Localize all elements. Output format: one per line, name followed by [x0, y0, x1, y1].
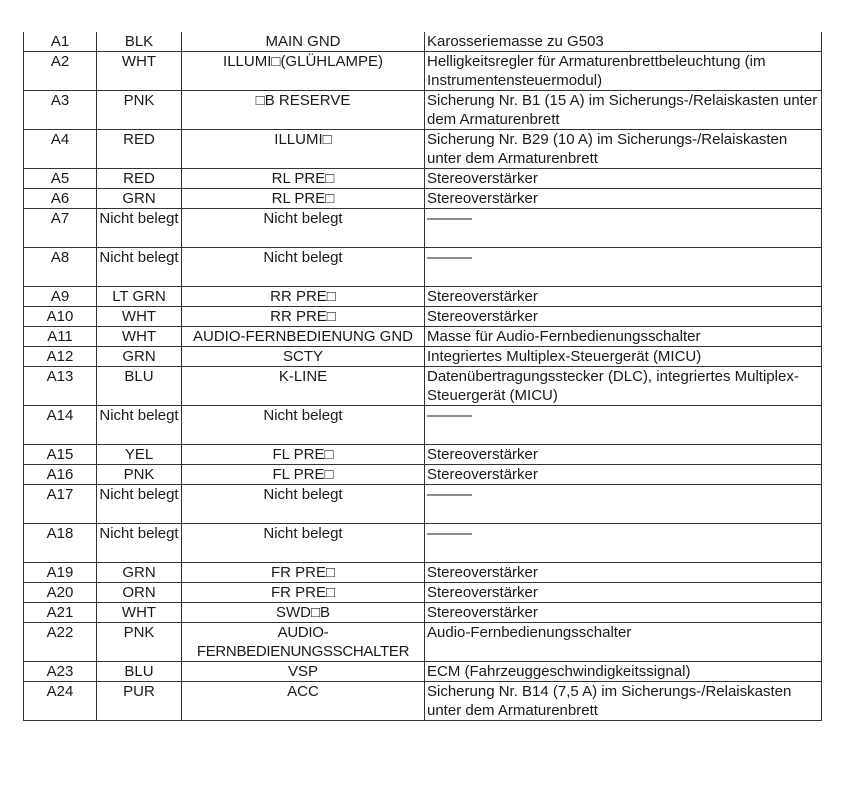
- wire-color-cell: BLU: [97, 662, 182, 682]
- signal-cell: ILLUMI□(GLÜHLAMPE): [182, 52, 425, 91]
- table-row: [24, 169, 822, 189]
- description-cell: ECM (Fahrzeuggeschwindigkeitssignal): [425, 662, 822, 682]
- pin-cell: A8: [24, 248, 97, 287]
- wire-color-cell: LT GRN: [97, 287, 182, 307]
- wire-color-cell: Nicht belegt: [97, 524, 182, 563]
- signal-cell: FR PRE□: [182, 583, 425, 603]
- table-row: [24, 603, 822, 623]
- wire-color-cell: RED: [97, 169, 182, 189]
- description-cell: Datenübertragungsstecker (DLC), integriertes Multiplex-Steuergerät (MICU): [425, 367, 822, 406]
- description-cell: ———: [425, 524, 822, 563]
- description-cell: Stereoverstärker: [425, 583, 822, 603]
- table-row: [24, 682, 822, 721]
- description-cell: Audio-Fernbedienungsschalter: [425, 623, 822, 662]
- pin-cell: A14: [24, 406, 97, 445]
- table-row: [24, 189, 822, 209]
- table-row: [24, 583, 822, 603]
- description-cell: Sicherung Nr. B1 (15 A) im Sicherungs-/Relaiskasten unter dem Armaturenbrett: [425, 91, 822, 130]
- wire-color-cell: Nicht belegt: [97, 406, 182, 445]
- wire-color-cell: WHT: [97, 603, 182, 623]
- pin-cell: A20: [24, 583, 97, 603]
- description-cell: ———: [425, 485, 822, 524]
- wire-color-cell: Nicht belegt: [97, 485, 182, 524]
- table-row: [24, 91, 822, 130]
- table-row: [24, 524, 822, 563]
- signal-cell: Nicht belegt: [182, 406, 425, 445]
- table-row: [24, 623, 822, 662]
- table-row: [24, 209, 822, 248]
- description-cell: Stereoverstärker: [425, 287, 822, 307]
- signal-cell: RL PRE□: [182, 169, 425, 189]
- table-row: [24, 662, 822, 682]
- pin-cell: A18: [24, 524, 97, 563]
- wire-color-cell: BLK: [97, 32, 182, 52]
- wire-color-cell: RED: [97, 130, 182, 169]
- wire-color-cell: GRN: [97, 563, 182, 583]
- table-row: [24, 347, 822, 367]
- description-cell: Stereoverstärker: [425, 445, 822, 465]
- table-row: [24, 465, 822, 485]
- pin-cell: A19: [24, 563, 97, 583]
- signal-cell: SWD□B: [182, 603, 425, 623]
- table-row: [24, 287, 822, 307]
- signal-cell: RR PRE□: [182, 307, 425, 327]
- signal-cell: AUDIO-FERNBEDIENUNGSSCHALTER: [182, 623, 425, 662]
- connector-pin-table: [23, 32, 822, 721]
- wire-color-cell: PUR: [97, 682, 182, 721]
- table-row: [24, 563, 822, 583]
- signal-cell: Nicht belegt: [182, 248, 425, 287]
- signal-cell: SCTY: [182, 347, 425, 367]
- table-row: [24, 327, 822, 347]
- description-cell: Integriertes Multiplex-Steuergerät (MICU): [425, 347, 822, 367]
- signal-cell: AUDIO-FERNBEDIENUNG GND: [182, 327, 425, 347]
- wire-color-cell: WHT: [97, 327, 182, 347]
- pin-cell: A24: [24, 682, 97, 721]
- signal-cell: K-LINE: [182, 367, 425, 406]
- description-cell: Stereoverstärker: [425, 563, 822, 583]
- table-row: [24, 406, 822, 445]
- description-cell: Stereoverstärker: [425, 307, 822, 327]
- signal-cell: Nicht belegt: [182, 524, 425, 563]
- wire-color-cell: GRN: [97, 347, 182, 367]
- pin-cell: A16: [24, 465, 97, 485]
- description-cell: ———: [425, 406, 822, 445]
- description-cell: Masse für Audio-Fernbedienungsschalter: [425, 327, 822, 347]
- pin-cell: A13: [24, 367, 97, 406]
- signal-cell: MAIN GND: [182, 32, 425, 52]
- pin-cell: A22: [24, 623, 97, 662]
- wire-color-cell: ORN: [97, 583, 182, 603]
- signal-cell: FR PRE□: [182, 563, 425, 583]
- signal-cell: FL PRE□: [182, 445, 425, 465]
- wire-color-cell: PNK: [97, 465, 182, 485]
- description-cell: ———: [425, 209, 822, 248]
- description-cell: Sicherung Nr. B29 (10 A) im Sicherungs-/Relaiskasten unter dem Armaturenbrett: [425, 130, 822, 169]
- signal-cell: RR PRE□: [182, 287, 425, 307]
- description-cell: ———: [425, 248, 822, 287]
- pin-cell: A12: [24, 347, 97, 367]
- signal-cell: ILLUMI□: [182, 130, 425, 169]
- pin-cell: A11: [24, 327, 97, 347]
- wire-color-cell: PNK: [97, 91, 182, 130]
- description-cell: Karosseriemasse zu G503: [425, 32, 822, 52]
- wire-color-cell: WHT: [97, 52, 182, 91]
- pin-cell: A1: [24, 32, 97, 52]
- table-row: [24, 32, 822, 52]
- signal-cell: ACC: [182, 682, 425, 721]
- description-cell: Stereoverstärker: [425, 465, 822, 485]
- pin-cell: A9: [24, 287, 97, 307]
- pin-cell: A2: [24, 52, 97, 91]
- table-row: [24, 52, 822, 91]
- table-row: [24, 445, 822, 465]
- pin-cell: A23: [24, 662, 97, 682]
- table-row: [24, 307, 822, 327]
- pin-cell: A21: [24, 603, 97, 623]
- table-row: [24, 248, 822, 287]
- pin-cell: A5: [24, 169, 97, 189]
- pin-cell: A7: [24, 209, 97, 248]
- wire-color-cell: BLU: [97, 367, 182, 406]
- description-cell: Helligkeitsregler für Armaturenbrettbeleuchtung (im Instrumentensteuermodul): [425, 52, 822, 91]
- wire-color-cell: Nicht belegt: [97, 248, 182, 287]
- table-row: [24, 367, 822, 406]
- pin-cell: A10: [24, 307, 97, 327]
- signal-cell: Nicht belegt: [182, 485, 425, 524]
- pin-cell: A3: [24, 91, 97, 130]
- pin-cell: A4: [24, 130, 97, 169]
- signal-cell: VSP: [182, 662, 425, 682]
- wire-color-cell: YEL: [97, 445, 182, 465]
- description-cell: Stereoverstärker: [425, 603, 822, 623]
- table-row: [24, 485, 822, 524]
- wire-color-cell: PNK: [97, 623, 182, 662]
- wire-color-cell: GRN: [97, 189, 182, 209]
- pin-cell: A6: [24, 189, 97, 209]
- table-row: [24, 130, 822, 169]
- wire-color-cell: WHT: [97, 307, 182, 327]
- signal-cell: RL PRE□: [182, 189, 425, 209]
- signal-cell: □B RESERVE: [182, 91, 425, 130]
- description-cell: Stereoverstärker: [425, 169, 822, 189]
- wire-color-cell: Nicht belegt: [97, 209, 182, 248]
- pin-cell: A15: [24, 445, 97, 465]
- description-cell: Sicherung Nr. B14 (7,5 A) im Sicherungs-/Relaiskasten unter dem Armaturenbrett: [425, 682, 822, 721]
- pin-cell: A17: [24, 485, 97, 524]
- signal-cell: Nicht belegt: [182, 209, 425, 248]
- signal-cell: FL PRE□: [182, 465, 425, 485]
- description-cell: Stereoverstärker: [425, 189, 822, 209]
